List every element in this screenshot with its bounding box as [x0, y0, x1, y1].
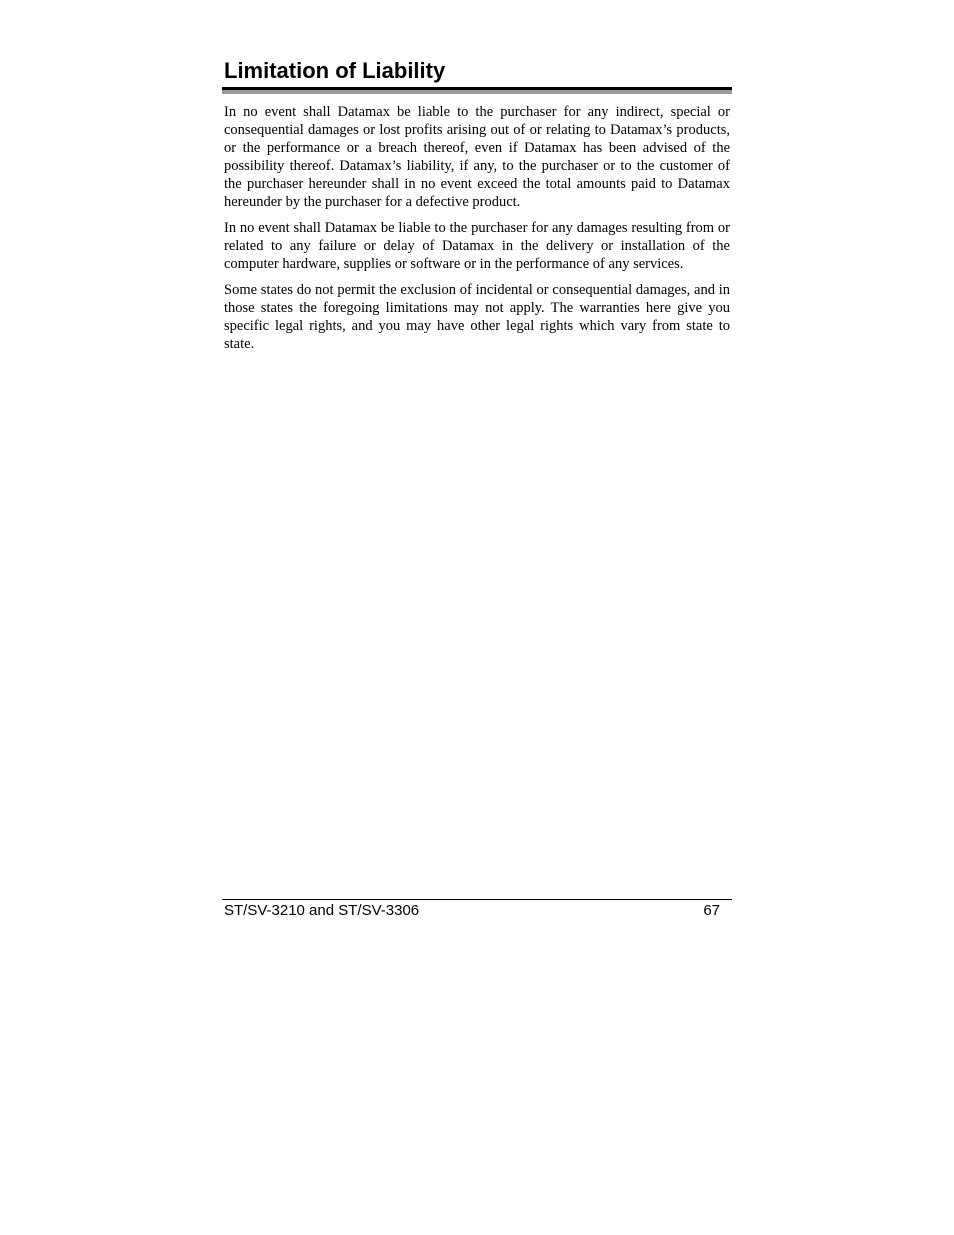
paragraph-1: In no event shall Datamax be liable to the purchaser for any indirect, special or consequential damages or lost profits arising out of or relating to Datamax’s products, or the performance or a breach thereof, even if Datamax has been advised of the possibility thereof. Datamax’s liability, if any, to the purchaser or to the customer of the purchaser hereunder shall in no event exceed the total amounts paid to Datamax hereunder by the purchaser for a defective product.	[224, 104, 730, 210]
footer-model: ST/SV-3210 and ST/SV-3306	[224, 902, 420, 919]
paragraph-3: Some states do not permit the exclusion of incidental or consequential damages, and in those states the foregoing limitations may not apply. The warranties here give you specific legal rights, and you may have other legal rights which vary from state to state.	[224, 282, 730, 352]
title-rule-shadow	[222, 90, 732, 94]
footer-page-number: 67	[703, 902, 720, 919]
body-text	[224, 103, 730, 361]
paragraph-2: In no event shall Datamax be liable to the purchaser for any damages resulting from or related to any failure or delay of Datamax in the delivery or installation of the computer hardware, supplies or software or in the performance of any services.	[224, 220, 730, 272]
page-title: Limitation of Liability	[224, 58, 446, 83]
footer-rule	[222, 899, 732, 900]
